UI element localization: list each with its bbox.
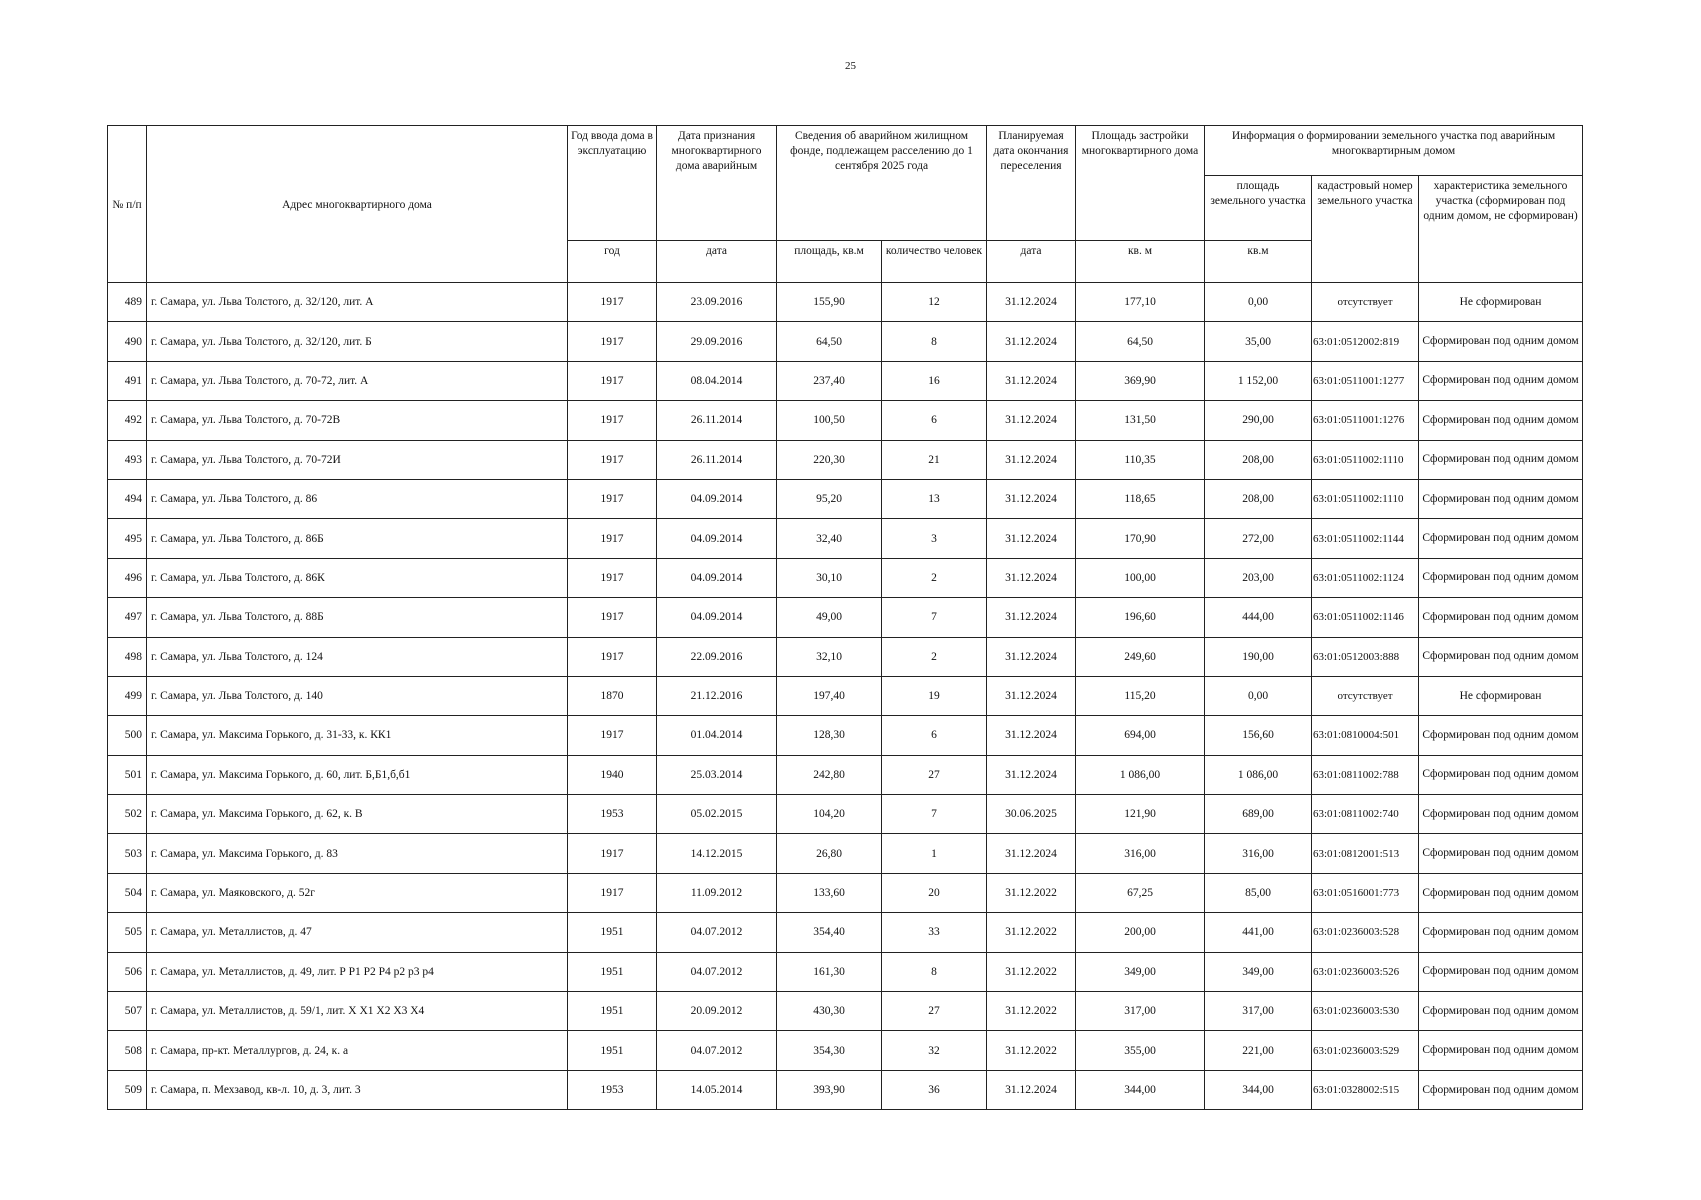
row-cadastral: 63:01:0511002:1110 [1312,479,1419,518]
row-building-area: 349,00 [1076,952,1205,991]
row-recognition-date: 26.11.2014 [657,401,777,440]
row-address: г. Самара, ул. Максима Горького, д. 60, лит. Б,Б1,б,б1 [147,755,568,794]
row-number: 506 [108,952,147,991]
row-building-area: 316,00 [1076,834,1205,873]
row-cadastral: 63:01:0511002:1144 [1312,519,1419,558]
row-area: 237,40 [777,361,882,400]
row-people: 32 [882,1031,987,1070]
row-building-area: 64,50 [1076,322,1205,361]
row-number: 496 [108,558,147,597]
table-row [108,992,1583,1031]
table-row [108,755,1583,794]
row-recognition-date: 01.04.2014 [657,716,777,755]
row-number: 508 [108,1031,147,1070]
row-address: г. Самара, ул. Маяковского, д. 52г [147,873,568,912]
row-year: 1917 [568,519,657,558]
row-people: 27 [882,755,987,794]
row-cadastral: 63:01:0511002:1110 [1312,440,1419,479]
row-people: 13 [882,479,987,518]
row-area: 64,50 [777,322,882,361]
row-number: 503 [108,834,147,873]
row-area: 354,30 [777,1031,882,1070]
row-address: г. Самара, ул. Металлистов, д. 47 [147,913,568,952]
row-year: 1917 [568,322,657,361]
row-building-area: 170,90 [1076,519,1205,558]
row-address: г. Самара, пр-кт. Металлургов, д. 24, к. а [147,1031,568,1070]
header-year-commission: Год ввода дома в эксплуатацию [568,126,657,241]
row-number: 504 [108,873,147,912]
table-row [108,716,1583,755]
row-cadastral: 63:01:0511001:1277 [1312,361,1419,400]
row-land-status: Сформирован под одним домом [1419,716,1583,755]
row-address: г. Самара, п. Мехзавод, кв-л. 10, д. 3, лит. 3 [147,1070,568,1109]
row-area: 104,20 [777,795,882,834]
row-year: 1951 [568,913,657,952]
row-land-status: Сформирован под одним домом [1419,558,1583,597]
row-land-status: Сформирован под одним домом [1419,834,1583,873]
row-address: г. Самара, ул. Льва Толстого, д. 70-72И [147,440,568,479]
row-planned-date: 31.12.2022 [987,1031,1076,1070]
row-land-area: 190,00 [1205,637,1312,676]
row-land-status: Сформирован под одним домом [1419,795,1583,834]
header-address: Адрес многоквартирного дома [147,126,568,283]
row-address: г. Самара, ул. Льва Толстого, д. 86 [147,479,568,518]
row-building-area: 115,20 [1076,676,1205,715]
row-cadastral: отсутствует [1312,676,1419,715]
row-building-area: 200,00 [1076,913,1205,952]
row-land-status: Сформирован под одним домом [1419,755,1583,794]
row-cadastral: 63:01:0236003:529 [1312,1031,1419,1070]
row-land-area: 0,00 [1205,283,1312,322]
row-land-area: 156,60 [1205,716,1312,755]
row-planned-date: 31.12.2024 [987,401,1076,440]
table-row [108,952,1583,991]
table-row [108,598,1583,637]
row-year: 1917 [568,598,657,637]
row-land-area: 317,00 [1205,992,1312,1031]
row-number: 495 [108,519,147,558]
row-area: 430,30 [777,992,882,1031]
row-cadastral: 63:01:0236003:528 [1312,913,1419,952]
row-land-area: 272,00 [1205,519,1312,558]
row-land-area: 0,00 [1205,676,1312,715]
row-recognition-date: 04.09.2014 [657,519,777,558]
row-cadastral: 63:01:0511001:1276 [1312,401,1419,440]
row-land-area: 208,00 [1205,479,1312,518]
row-land-status: Не сформирован [1419,283,1583,322]
row-land-status: Не сформирован [1419,676,1583,715]
row-year: 1951 [568,1031,657,1070]
row-area: 133,60 [777,873,882,912]
row-planned-date: 31.12.2024 [987,558,1076,597]
row-planned-date: 31.12.2022 [987,952,1076,991]
row-building-area: 67,25 [1076,873,1205,912]
table-body [108,283,1583,1110]
row-planned-date: 31.12.2024 [987,361,1076,400]
row-land-area: 441,00 [1205,913,1312,952]
row-land-area: 290,00 [1205,401,1312,440]
row-cadastral: 63:01:0810004:501 [1312,716,1419,755]
row-number: 497 [108,598,147,637]
row-planned-date: 31.12.2024 [987,598,1076,637]
table-row [108,1031,1583,1070]
row-year: 1917 [568,834,657,873]
row-area: 32,10 [777,637,882,676]
row-land-status: Сформирован под одним домом [1419,1031,1583,1070]
row-building-area: 694,00 [1076,716,1205,755]
row-recognition-date: 04.09.2014 [657,598,777,637]
housing-table [107,125,1583,1110]
row-year: 1953 [568,1070,657,1109]
row-number: 491 [108,361,147,400]
row-year: 1953 [568,795,657,834]
row-area: 393,90 [777,1070,882,1109]
row-address: г. Самара, ул. Максима Горького, д. 62, к. В [147,795,568,834]
row-address: г. Самара, ул. Максима Горького, д. 83 [147,834,568,873]
header-land-area: площадь земельного участка [1205,176,1312,241]
row-planned-date: 31.12.2024 [987,637,1076,676]
row-year: 1951 [568,952,657,991]
row-year: 1917 [568,361,657,400]
row-people: 16 [882,361,987,400]
row-address: г. Самара, ул. Льва Толстого, д. 70-72, лит. А [147,361,568,400]
header-date-recognition: Дата признания многоквартирного дома аварийным [657,126,777,241]
row-cadastral: 63:01:0812001:513 [1312,834,1419,873]
row-land-status: Сформирован под одним домом [1419,479,1583,518]
row-address: г. Самара, ул. Металлистов, д. 59/1, лит. Х Х1 Х2 Х3 Х4 [147,992,568,1031]
row-land-area: 203,00 [1205,558,1312,597]
row-planned-date: 31.12.2024 [987,755,1076,794]
row-recognition-date: 26.11.2014 [657,440,777,479]
row-recognition-date: 29.09.2016 [657,322,777,361]
row-recognition-date: 21.12.2016 [657,676,777,715]
row-cadastral: 63:01:0512002:819 [1312,322,1419,361]
table-row [108,440,1583,479]
row-year: 1917 [568,873,657,912]
unit-year: год [568,241,657,283]
unit-planned-date: дата [987,241,1076,283]
table-row [108,479,1583,518]
row-address: г. Самара, ул. Льва Толстого, д. 86К [147,558,568,597]
row-land-area: 444,00 [1205,598,1312,637]
row-year: 1917 [568,558,657,597]
row-people: 19 [882,676,987,715]
row-address: г. Самара, ул. Льва Толстого, д. 70-72В [147,401,568,440]
row-building-area: 355,00 [1076,1031,1205,1070]
row-land-status: Сформирован под одним домом [1419,440,1583,479]
row-land-status: Сформирован под одним домом [1419,913,1583,952]
row-building-area: 118,65 [1076,479,1205,518]
row-recognition-date: 04.09.2014 [657,558,777,597]
row-number: 501 [108,755,147,794]
row-number: 493 [108,440,147,479]
row-land-area: 35,00 [1205,322,1312,361]
row-land-area: 1 152,00 [1205,361,1312,400]
row-planned-date: 31.12.2024 [987,676,1076,715]
row-number: 499 [108,676,147,715]
row-land-area: 344,00 [1205,1070,1312,1109]
row-building-area: 131,50 [1076,401,1205,440]
header-num: № п/п [108,126,147,283]
row-area: 30,10 [777,558,882,597]
row-area: 128,30 [777,716,882,755]
row-recognition-date: 05.02.2015 [657,795,777,834]
row-cadastral: 63:01:0811002:740 [1312,795,1419,834]
row-building-area: 249,60 [1076,637,1205,676]
row-building-area: 110,35 [1076,440,1205,479]
row-year: 1917 [568,401,657,440]
row-recognition-date: 25.03.2014 [657,755,777,794]
row-area: 197,40 [777,676,882,715]
row-number: 502 [108,795,147,834]
row-land-area: 208,00 [1205,440,1312,479]
row-land-status: Сформирован под одним домом [1419,361,1583,400]
row-recognition-date: 23.09.2016 [657,283,777,322]
row-cadastral: 63:01:0236003:530 [1312,992,1419,1031]
table-row [108,637,1583,676]
unit-people: количество человек [882,241,987,283]
row-recognition-date: 04.07.2012 [657,952,777,991]
row-address: г. Самара, ул. Льва Толстого, д. 140 [147,676,568,715]
row-planned-date: 31.12.2024 [987,519,1076,558]
row-planned-date: 31.12.2024 [987,479,1076,518]
row-planned-date: 31.12.2024 [987,1070,1076,1109]
header-cadastral: кадастровый номер земельного участка [1312,176,1419,283]
table-row [108,1070,1583,1109]
row-cadastral: 63:01:0512003:888 [1312,637,1419,676]
table-row [108,913,1583,952]
row-land-status: Сформирован под одним домом [1419,519,1583,558]
row-land-area: 1 086,00 [1205,755,1312,794]
row-recognition-date: 14.12.2015 [657,834,777,873]
row-building-area: 369,90 [1076,361,1205,400]
row-planned-date: 31.12.2022 [987,992,1076,1031]
header-planned-date: Планируемая дата окончания переселения [987,126,1076,241]
row-land-area: 689,00 [1205,795,1312,834]
header-housing-info: Сведения об аварийном жилищном фонде, подлежащем расселению до 1 сентября 2025 года [777,126,987,241]
header-land-info: Информация о формировании земельного участка под аварийным многоквартирным домом [1205,126,1583,176]
row-number: 509 [108,1070,147,1109]
row-address: г. Самара, ул. Льва Толстого, д. 32/120, лит. Б [147,322,568,361]
row-people: 7 [882,795,987,834]
row-area: 220,30 [777,440,882,479]
row-number: 494 [108,479,147,518]
row-planned-date: 31.12.2022 [987,913,1076,952]
row-land-status: Сформирован под одним домом [1419,952,1583,991]
row-area: 95,20 [777,479,882,518]
row-people: 3 [882,519,987,558]
table-row [108,283,1583,322]
table-row [108,558,1583,597]
row-area: 32,40 [777,519,882,558]
row-land-status: Сформирован под одним домом [1419,322,1583,361]
row-cadastral: отсутствует [1312,283,1419,322]
row-building-area: 121,90 [1076,795,1205,834]
row-people: 33 [882,913,987,952]
row-people: 6 [882,401,987,440]
row-number: 490 [108,322,147,361]
unit-date: дата [657,241,777,283]
row-year: 1951 [568,992,657,1031]
row-area: 49,00 [777,598,882,637]
row-recognition-date: 22.09.2016 [657,637,777,676]
row-cadastral: 63:01:0811002:788 [1312,755,1419,794]
row-recognition-date: 04.07.2012 [657,913,777,952]
row-year: 1917 [568,637,657,676]
row-area: 161,30 [777,952,882,991]
header-building-area: Площадь застройки многоквартирного дома [1076,126,1205,241]
row-land-area: 349,00 [1205,952,1312,991]
row-land-status: Сформирован под одним домом [1419,873,1583,912]
row-address: г. Самара, ул. Максима Горького, д. 31-33, к. КК1 [147,716,568,755]
row-land-area: 316,00 [1205,834,1312,873]
row-recognition-date: 11.09.2012 [657,873,777,912]
table-row [108,322,1583,361]
row-people: 2 [882,558,987,597]
row-cadastral: 63:01:0236003:526 [1312,952,1419,991]
row-area: 354,40 [777,913,882,952]
row-area: 100,50 [777,401,882,440]
row-building-area: 317,00 [1076,992,1205,1031]
row-building-area: 1 086,00 [1076,755,1205,794]
row-people: 12 [882,283,987,322]
row-land-area: 221,00 [1205,1031,1312,1070]
row-cadastral: 63:01:0511002:1146 [1312,598,1419,637]
row-address: г. Самара, ул. Льва Толстого, д. 88Б [147,598,568,637]
row-building-area: 177,10 [1076,283,1205,322]
row-area: 242,80 [777,755,882,794]
row-people: 20 [882,873,987,912]
row-planned-date: 31.12.2024 [987,834,1076,873]
table-row [108,361,1583,400]
row-number: 507 [108,992,147,1031]
row-year: 1917 [568,716,657,755]
row-planned-date: 31.12.2024 [987,716,1076,755]
row-recognition-date: 14.05.2014 [657,1070,777,1109]
row-land-status: Сформирован под одним домом [1419,401,1583,440]
row-land-area: 85,00 [1205,873,1312,912]
row-number: 489 [108,283,147,322]
row-people: 8 [882,952,987,991]
row-number: 498 [108,637,147,676]
row-building-area: 344,00 [1076,1070,1205,1109]
row-address: г. Самара, ул. Льва Толстого, д. 124 [147,637,568,676]
page-number: 25 [845,60,856,72]
row-number: 505 [108,913,147,952]
row-land-status: Сформирован под одним домом [1419,598,1583,637]
row-planned-date: 31.12.2022 [987,873,1076,912]
row-people: 8 [882,322,987,361]
table-row [108,676,1583,715]
header-land-characteristic: характеристика земельного участка (сформирован под одним домом, не сформирован) [1419,176,1583,283]
row-area: 26,80 [777,834,882,873]
row-cadastral: 63:01:0516001:773 [1312,873,1419,912]
row-year: 1917 [568,283,657,322]
row-recognition-date: 04.09.2014 [657,479,777,518]
row-year: 1917 [568,440,657,479]
row-building-area: 196,60 [1076,598,1205,637]
table-row [108,834,1583,873]
row-land-status: Сформирован под одним домом [1419,637,1583,676]
row-year: 1870 [568,676,657,715]
table-row [108,873,1583,912]
row-address: г. Самара, ул. Льва Толстого, д. 32/120, лит. А [147,283,568,322]
row-land-status: Сформирован под одним домом [1419,992,1583,1031]
table-row [108,795,1583,834]
row-building-area: 100,00 [1076,558,1205,597]
row-planned-date: 31.12.2024 [987,322,1076,361]
row-people: 7 [882,598,987,637]
row-people: 36 [882,1070,987,1109]
row-address: г. Самара, ул. Металлистов, д. 49, лит. Р Р1 Р2 Р4 р2 р3 р4 [147,952,568,991]
unit-land-sqm: кв.м [1205,241,1312,283]
row-recognition-date: 20.09.2012 [657,992,777,1031]
row-number: 500 [108,716,147,755]
row-people: 27 [882,992,987,1031]
row-people: 6 [882,716,987,755]
row-land-status: Сформирован под одним домом [1419,1070,1583,1109]
row-recognition-date: 08.04.2014 [657,361,777,400]
row-people: 21 [882,440,987,479]
row-cadastral: 63:01:0328002:515 [1312,1070,1419,1109]
row-cadastral: 63:01:0511002:1124 [1312,558,1419,597]
table-row [108,401,1583,440]
row-area: 155,90 [777,283,882,322]
row-people: 2 [882,637,987,676]
row-recognition-date: 04.07.2012 [657,1031,777,1070]
row-planned-date: 30.06.2025 [987,795,1076,834]
row-planned-date: 31.12.2024 [987,440,1076,479]
row-address: г. Самара, ул. Льва Толстого, д. 86Б [147,519,568,558]
row-year: 1940 [568,755,657,794]
row-number: 492 [108,401,147,440]
table-row [108,519,1583,558]
row-year: 1917 [568,479,657,518]
row-people: 1 [882,834,987,873]
unit-area: площадь, кв.м [777,241,882,283]
row-planned-date: 31.12.2024 [987,283,1076,322]
unit-building-sqm: кв. м [1076,241,1205,283]
